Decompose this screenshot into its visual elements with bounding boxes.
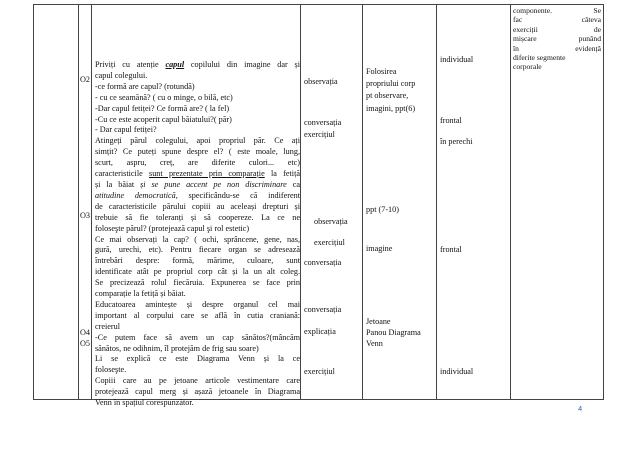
content-line: întrebări despre: formă, mărime, culoare, sunt — [95, 256, 300, 266]
organization-item: individual — [440, 367, 474, 376]
resource-item: Panou Diagrama — [366, 328, 421, 337]
resource-item: ppt (7-10) — [366, 205, 399, 214]
method-item: exercițiul — [304, 367, 335, 376]
method-item: observația — [314, 217, 348, 226]
organization-item: individual — [440, 55, 474, 64]
organization-item: frontal — [440, 116, 462, 125]
blank-cell — [34, 5, 79, 400]
method-item: conversația — [304, 258, 342, 267]
activity-content — [95, 60, 300, 409]
content-line: trebuie să fie toleranți și să coopereze. La ce ne — [95, 212, 300, 222]
page-number: 4 — [578, 404, 583, 413]
content-line: scurt, aspru, creț, are diferite culori... etc) — [95, 158, 300, 168]
resource-item: propriului corp — [366, 79, 416, 88]
content-line: - Dar capul fetiței? — [95, 125, 157, 135]
method-item: conversația — [304, 305, 342, 314]
content-line: creierul — [95, 321, 120, 331]
content-line: -Cu ce este acoperit capul băiatului?( păr) — [95, 114, 232, 124]
content-line: gură, urechi, etc). Pentru fiecare organ se adresează — [95, 245, 300, 255]
content-line: Educatoarea amintește și despre organul cel mai — [95, 299, 300, 309]
content-line: Se precizează rolul fiecăruia. Expunerea se face prin — [95, 278, 300, 288]
content-line: important al corpului care se află în cutia craniană: — [95, 310, 300, 320]
organization-cell — [437, 5, 511, 400]
content-line: identificate atât pe propriul corp cât și la un alt coleg. — [95, 267, 300, 277]
content-line: Li se explică ce este Diagrama Venn și la ce — [95, 354, 300, 364]
content-line: sănătos, ne odihnim, îl protejăm de frig sau soare) — [95, 343, 259, 353]
content-line: comparație la fetiță și băiat. — [95, 289, 186, 299]
content-line: foloseşte. — [95, 365, 127, 375]
method-item: conversația — [304, 118, 342, 127]
objectives-cell — [79, 5, 92, 400]
content-line: -ce formă are capul? (rotundă) — [95, 81, 195, 91]
resources-cell — [363, 5, 437, 400]
method-item: exercițiul — [304, 130, 335, 139]
objective-o2: O2 — [80, 75, 91, 84]
content-line: atitudine democratică, specificându-se că indiferent — [95, 190, 300, 200]
content-line: capul colegului. — [95, 70, 148, 80]
content-line: -Ce putem face să avem un cap sănătos?(mâncăm — [95, 332, 300, 342]
method-item: observația — [304, 77, 338, 86]
content-line: Ce mai observați la cap? ( ochi, sprâncene, gene, nas, — [95, 234, 300, 244]
objective-o3: O3 — [80, 211, 91, 220]
content-line: Venn în spațiul corespunzător. — [95, 398, 194, 408]
content-line: protejează capul merg și așază jetoanele în Diagrama — [95, 387, 300, 397]
method-item: exercițiul — [314, 238, 345, 247]
resource-item: imagini, ppt(6) — [366, 104, 416, 113]
content-line: Priviți cu atenție capul copilului din imagine dar și — [95, 60, 301, 69]
content-cell — [92, 5, 301, 408]
content-line: caracteristicile sunt prezentate prin comparație la fetiță — [95, 169, 300, 179]
method-item: explicația — [304, 327, 336, 336]
content-line: de caracteristicile părului copiii au aceleași drepturi și — [95, 201, 300, 211]
resource-item: Jetoane — [366, 317, 391, 326]
resource-item: Venn — [366, 339, 383, 348]
content-line: și la băiat și se pune accent pe non discriminare ca — [95, 179, 300, 189]
table-row — [34, 5, 604, 400]
objective-o4: O4 — [80, 328, 91, 337]
content-line: Atingeți părul colegului, apoi propriul păr. Ce ați — [95, 136, 300, 146]
resource-item: imagine — [366, 244, 393, 253]
methods-cell — [301, 5, 363, 400]
resource-item: pt observare, — [366, 91, 409, 100]
organization-item: frontal — [440, 245, 462, 254]
content-line: - cu ce seamănă? ( cu o minge, o bilă, etc) — [95, 92, 233, 102]
content-line: simțit? Ce puteți spune despre el? ( este moale, lung, — [95, 147, 300, 157]
content-line: Copiii care au pe jetoane articole vestimentare care — [95, 376, 300, 386]
objective-o5: O5 — [80, 339, 91, 348]
evaluation-text: componente. Se fac câteva exerciții de mișcare punând în evidență diferite segmente corporale — [513, 6, 601, 72]
content-line: foloseşte părul? (protejează capul şi rol estetic) — [95, 223, 250, 233]
content-line: -Dar capul fetiței? Ce formă are? ( la fel) — [95, 103, 230, 113]
resource-item: Folosirea — [366, 67, 397, 76]
lesson-plan-table — [33, 4, 604, 408]
organization-item: în perechi — [440, 137, 473, 146]
evaluation-cell — [511, 5, 604, 400]
